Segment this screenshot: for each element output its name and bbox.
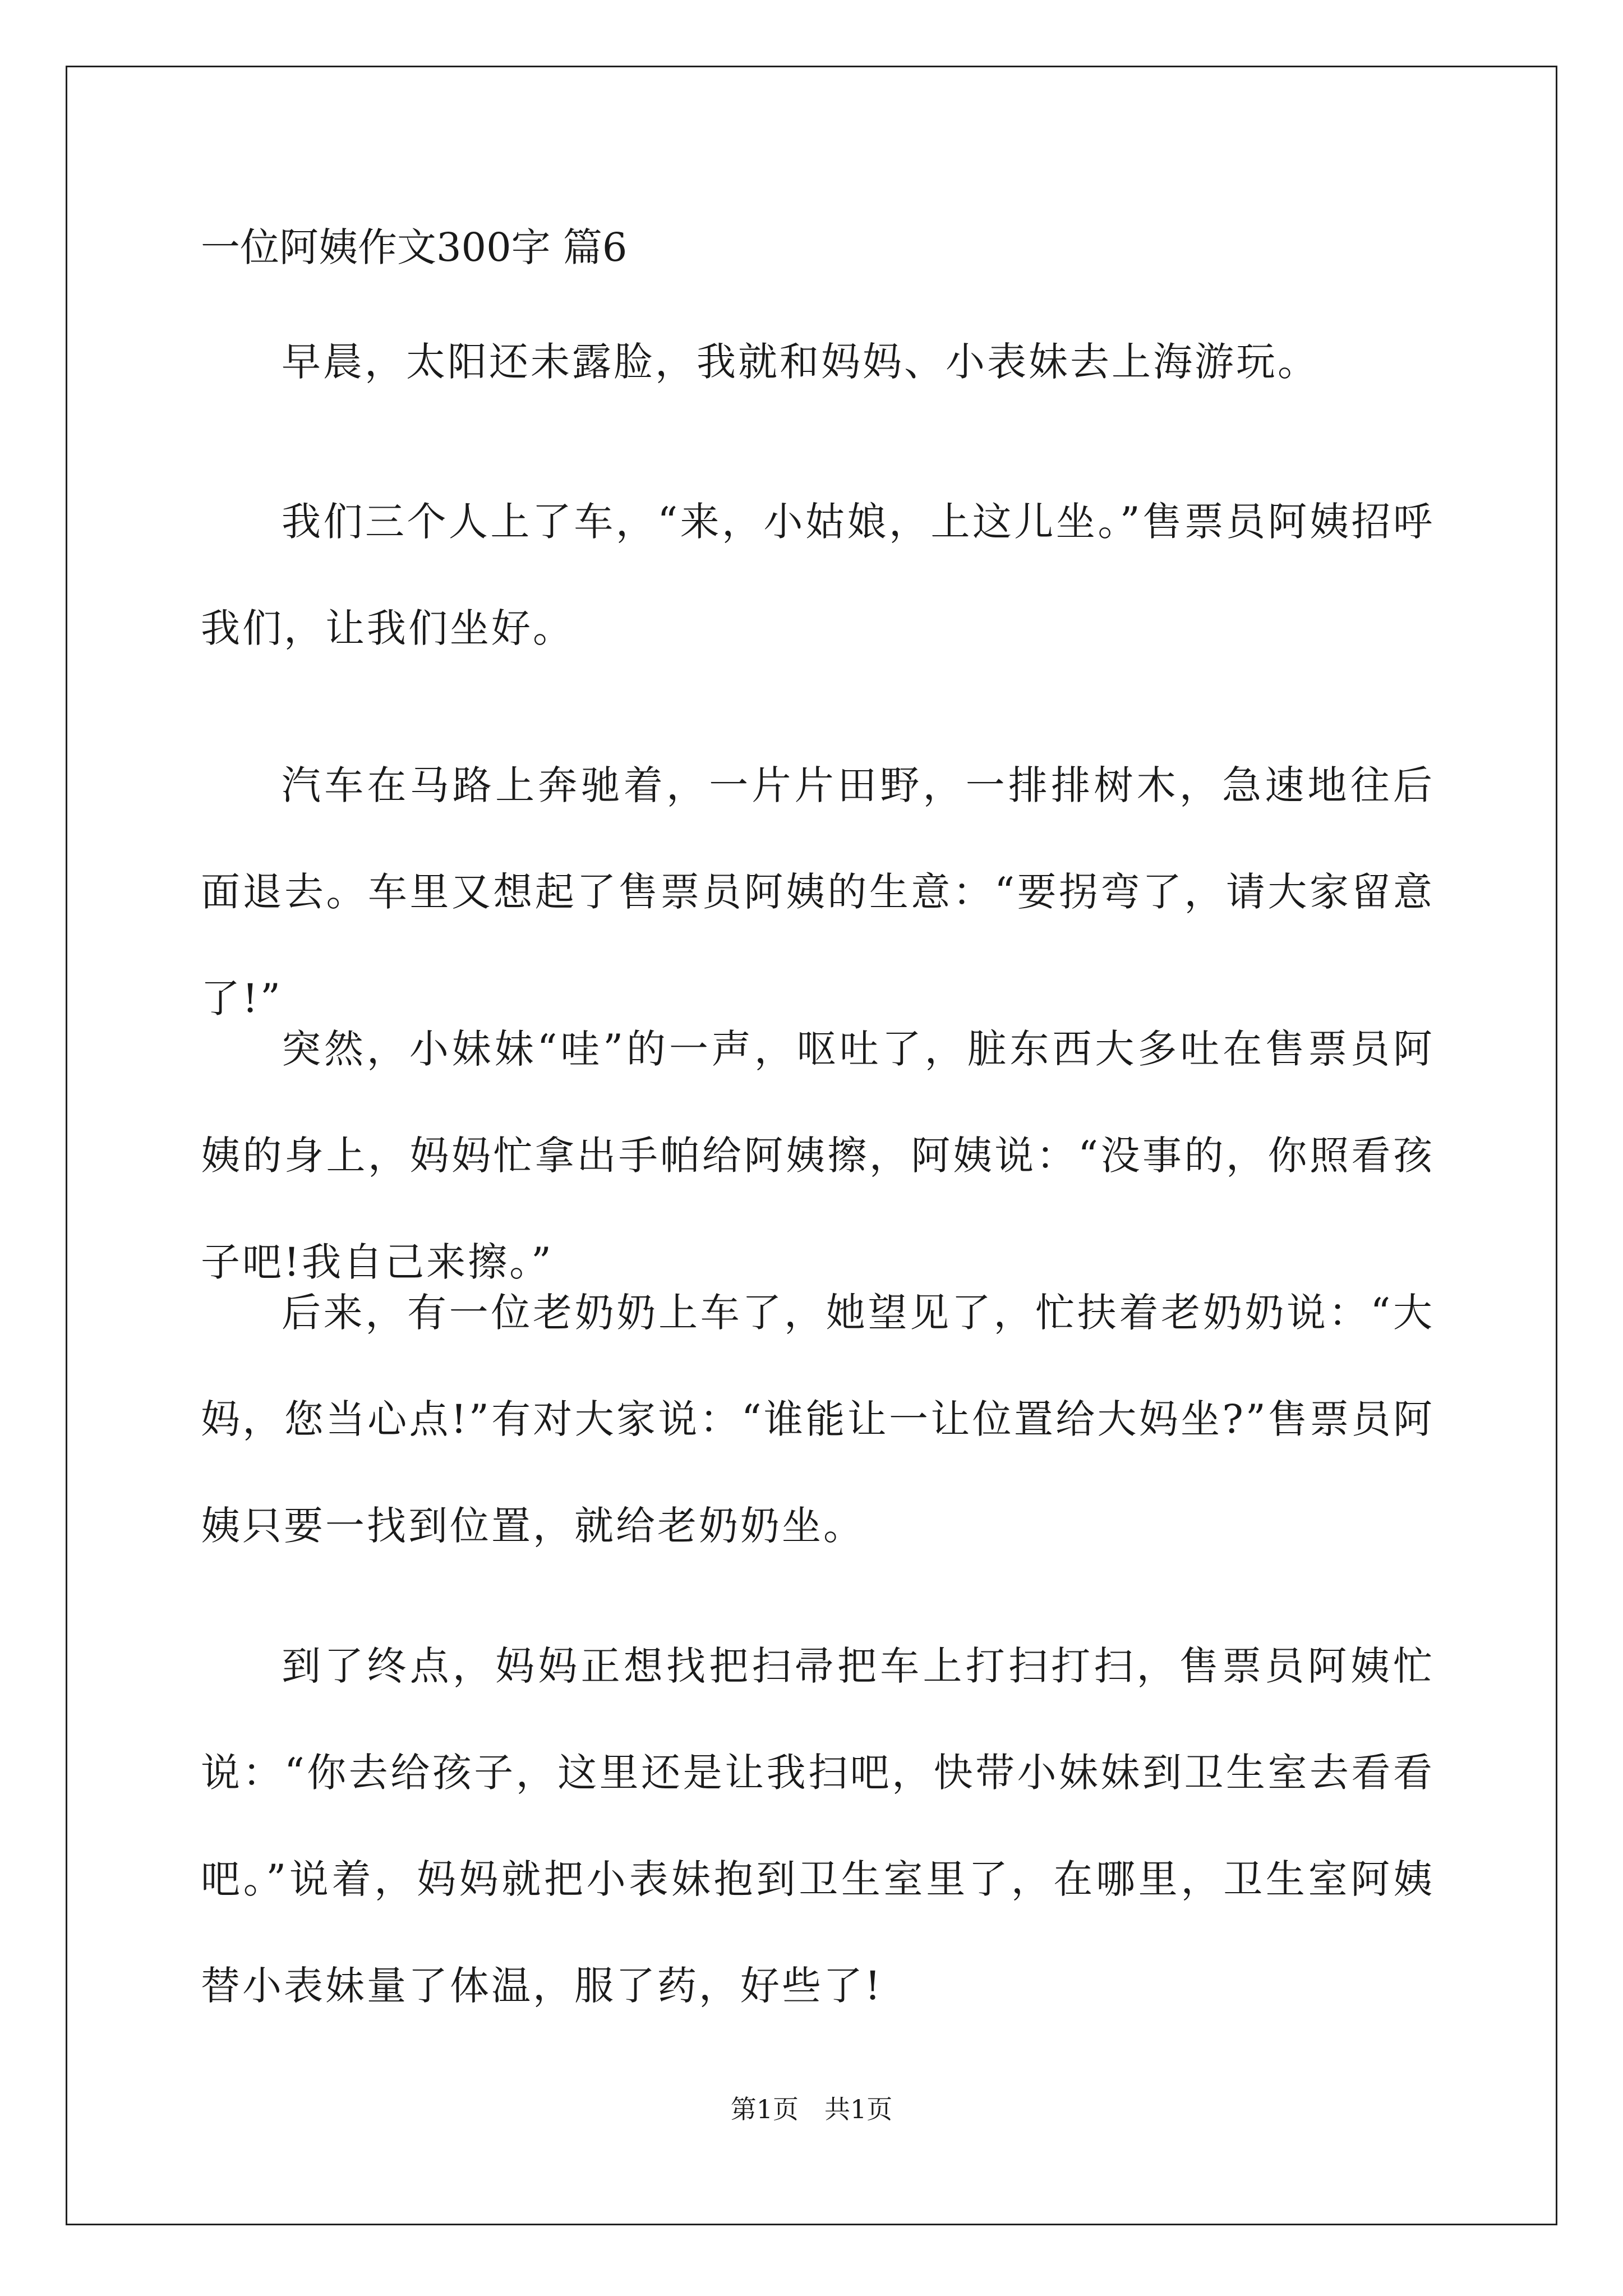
- document-title: 一位阿姨作文300字 篇6: [201, 224, 628, 270]
- paragraph-5: 后来，有一位老奶奶上车了，她望见了，忙扶着老奶奶说：“大妈，您当心点!”有对大家说：“谁能让一让位置给大妈坐?”售票员阿姨只要一找到位置，就给老奶奶坐。: [201, 1290, 1435, 1549]
- paragraph-1: 早晨，太阳还未露脸，我就和妈妈、小表妹去上海游玩。: [282, 339, 1319, 385]
- paragraph-6: 到了终点，妈妈正想找把扫帚把车上打扫打扫，售票员阿姨忙说：“你去给孩子，这里还是让我扫吧，快带小妹妹到卫生室去看看吧。”说着，妈妈就把小表妹抱到卫生室里了，在哪里，卫生室阿姨替小表妹量了体温，服了药，好些了!: [201, 1643, 1435, 2009]
- paragraph-3: 汽车在马路上奔驰着，一片片田野，一排排树木，急速地往后面退去。车里又想起了售票员阿姨的生意：“要拐弯了，请大家留意了!”: [201, 762, 1435, 1022]
- page-footer: 第1页 共1页: [730, 2094, 893, 2124]
- paragraph-4: 突然，小妹妹“哇”的一声，呕吐了，脏东西大多吐在售票员阿姨的身上，妈妈忙拿出手帕给阿姨擦，阿姨说：“没事的，你照看孩子吧!我自己来擦。”: [201, 1026, 1435, 1285]
- paragraph-2: 我们三个人上了车，“来，小姑娘，上这儿坐。”售票员阿姨招呼我们，让我们坐好。: [201, 499, 1435, 651]
